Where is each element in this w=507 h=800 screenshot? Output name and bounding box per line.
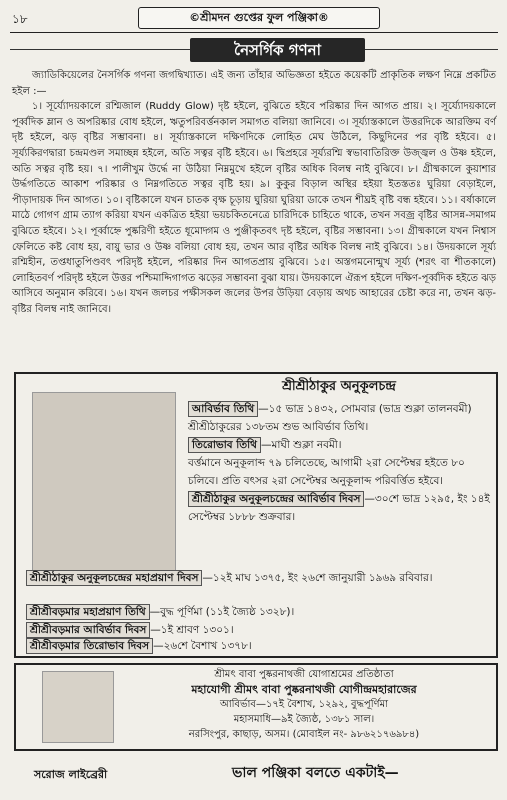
profile-line: আবির্ভাব তিথি —১৫ ভাদ্র ১৪৩২, সোমবার (ভাদ্র শুক্লা তালনবমী) শ্রীশ্রীঠাকুরের ১৩৮তম শুভ আবির্ভাব তিথি।: [188, 403, 472, 433]
signs-paragraph: ১। সূর্য্যোদয়কালে রশ্মিজাল (Ruddy Glow) দৃষ্ট হইলে, বুঝিতে হইবে পরিষ্কার দিন আগত প্রায়। ২। সূর্য্যোদয়কালে পূর্ব্বদিক ম্লান ও অপরিষ্কার বোধ হইলে, ঋতুপরিবর্ত্তনকাল সমাগত বলিয়া জানিবে। ৩। সূর্য্যাস্তকালে উত্তরদিকে আরক্তিম বর্ণ দৃষ্ট হইলে, ঝড় বৃষ্টির সম্ভাবনা। ৪। সূর্য্যাস্তকালে দক্ষিণদিকে লোহিত মেঘ উঠিলে, কিছুদিনের পর বৃষ্টি হইবে। ৫। সূর্য্যকিরণদ্বারা চন্দ্রমণ্ডল সমাচ্ছন্ন হইলে, অতি সত্বর বৃষ্টি হইবে। ৬। দ্বিপ্রহরে সূর্য্যরশ্মি স্বভাবাতিরিক্ত উজ্জ্বল ও উষ্ণ হইলে, অতি সত্বর বৃষ্টি হয়। ৭। পালীখুম উর্দ্ধে না উঠিয়া নিম্নমুখে হইলে বৃষ্টির অধিক বিলম্ব নাই বুঝিবে। ৮। গ্রীষ্মকালে কুয়াশার উর্দ্ধগতিতে আকাশ পরিষ্কার ও নিম্নগতিতে সত্বর বৃষ্টি হয়। ৯। কুকুর বিড়াল অস্থির হইয়া ইতস্ততঃ ঘুরিয়া বেড়াইলে, পীড়াদায়ক দিন আগত। ১০। বৃষ্টিকালে যখন চাতক বৃক্ষ চূড়ায় ঘুরিয়া ঘুরিয়া ডাকে তখন শীঘ্রই বৃষ্টি বন্ধ হইবে। ১১। বর্ষাকালে মাঠে গোগণ গ্রাম ত্যাগ করিয়া যখন একত্রিত হইয়া ভয়চকিতনেত্রে চারিদিকে চাহিতে থাকে, তখন সবজ্র বৃষ্টির আসন্ন-সমাগম বুঝিতে হইবে। ১২। পূর্ব্বাহ্নে পুষ্করিণী হইতে ধূমোদ্গম ও পুঞ্জীকৃতবৎ দৃষ্ট হইলে, বৃষ্টির সম্ভাবনা। ১৩। গ্রীষ্মকালে যখন নিশ্বাস ফেলিতে কষ্ট বোধ হয়, বায়ু ভার ও উষ্ণ বলিয়া বোধ হয়, তখন আর বৃষ্টির অধিক বিলম্ব নাই বুঝিবে। ১৪। উদয়কালে সূর্য্য রশ্মিহীন, তপ্তধাতুপিণ্ডবৎ পরিদৃষ্ট হইলে, পরিষ্কার দিন আগতপ্রায় বুঝিবে। ১৫। অস্তগমনোন্মুখ সূর্য্য (শরৎ বা শীতকালে) লোহিতবর্ণ পরিদৃষ্ট হইলে উত্তর পশ্চিমাদ্দিগাগত ঝড়ের সম্ভাবনা বুঝা যায়। উদয়কালে ঐরূপ হইলে দক্ষিণ-পূর্ব্বদিক হইতে ঝড় আসিবে অনুমান করিবে। ১৬। যখন জলচর পক্ষীসকল জলের উপর উড়িয়া বেড়ায় অথচ আহারের চেষ্টা করে না, তখন ঝড়-বৃষ্টির বিলম্ব নাই জানিবে।: [12, 101, 496, 315]
profile-line: তিরোভাব তিথি —মাঘী শুক্লা নবমী।: [188, 436, 490, 454]
intro-paragraph: জ্যাডিকিয়েলের নৈসর্গিক গণনা জগদ্বিখ্যাত। এই জন্য তাঁহার অভিজ্ঞতা হইতে কয়েকটি প্রাকৃতিক লক্ষণ নিম্নে প্রকটিত হইল :—: [12, 70, 496, 97]
publisher-name: সরোজ লাইব্রেরী: [34, 768, 108, 781]
portrait-photo: [32, 392, 176, 574]
tagline: ভাল পঞ্জিকা বলতে একটাই—: [232, 765, 399, 781]
profile-bottom-line: শ্রীশ্রীবড়মার আবির্ভাব দিবস —১ই শ্রাবণ ১৩০১।: [26, 622, 486, 638]
profile-line: বর্ত্তমানে অনুকূলাব্দ ৭৯ চলিতেছে, আগামী ২রা সেপ্টেম্বর হইতে ৮০ চলিবে। প্রতি বৎসর ২রা সেপ্টেম্বর অনুকূলাব্দ পরিবর্ত্তিত হইবে।: [188, 457, 465, 487]
yogi-photo: [42, 671, 114, 743]
section-title: নৈসর্গিক গণনা: [190, 38, 365, 62]
profile-bottom-line: শ্রীশ্রীবড়মার মহাপ্রয়াণ তিথি —বুদ্ধ পূর্ণিমা (১১ই জ্যৈষ্ঠ ১৩২৮)।: [26, 604, 486, 620]
almanac-title: ©শ্রীমদন গুপ্তের ফুল পঞ্জিকা®: [138, 7, 380, 29]
profile-box: [14, 372, 498, 658]
profile-title: শ্রীশ্রীঠাকুর অনুকূলচন্দ্র: [282, 379, 396, 394]
footer-box: [14, 663, 498, 751]
header-rule: [10, 32, 498, 33]
page-number: ১৮: [12, 12, 28, 26]
footer-text: শ্রীমৎ বাবা পুষ্করনাথজী যোগাশ্রমের প্রতিষ্ঠাতা মহাযোগী শ্রীমৎ বাবা পুষ্করনাথজী যোগীন্দ্রমহারাজের আবির্ভাব—১৭ই বৈশাখ, ১২৯২, বুদ্ধপূর্ণিমা মহাসমাধি—৯ই জ্যৈষ্ঠ, ১৩৮১ সাল। নরসিংপুর, কাছাড়, অসম। (মোবাইল নং- ৯৮৬২১৭৬৯৮৪): [188, 669, 420, 740]
profile-bottom-line: শ্রীশ্রীবড়মার তিরোভাব দিবস —২৬শে বৈশাখ ১৩৭৮।: [26, 638, 486, 654]
profile-text: [188, 374, 490, 526]
body-text: [12, 68, 496, 318]
page-header: [10, 6, 498, 34]
profile-bottom-line: শ্রীশ্রীঠাকুর অনুকূলচন্দ্রের মহাপ্রয়াণ দিবস —১২ই মাঘ ১৩৭৫, ইং ২৬শে জানুয়ারী ১৯৬৯ রবিবার।: [26, 570, 486, 586]
profile-line: শ্রীশ্রীঠাকুর অনুকূলচন্দ্রের আবির্ভাব দিবস —৩০শে ভাদ্র ১২৯৫, ইং ১৪ই সেপ্টেম্বর ১৮৮৮ শুক্রবার।: [188, 493, 490, 523]
